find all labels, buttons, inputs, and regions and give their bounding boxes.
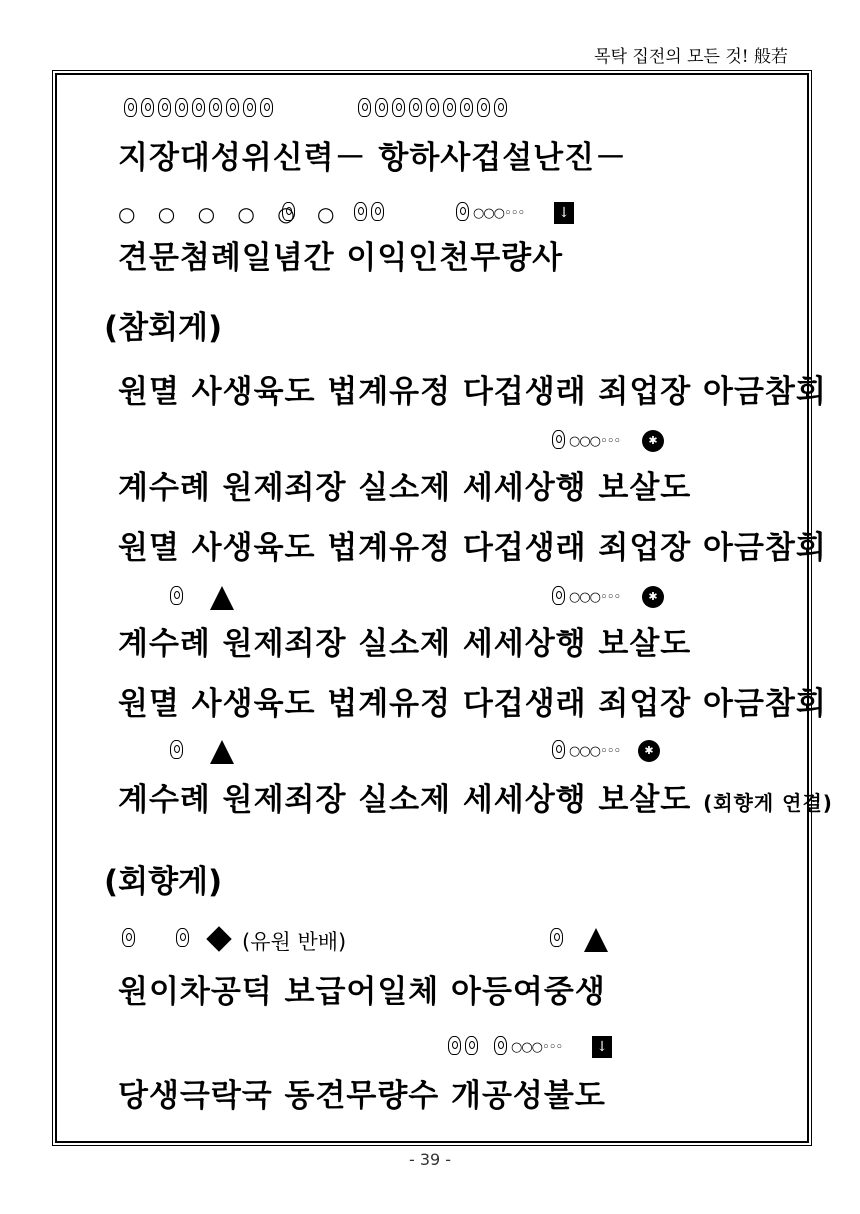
circle-marks: ○ ○ ○ ○ ○ ○ [118,202,343,226]
moktak-icon [122,928,135,947]
moktak-icon [552,586,565,605]
strike-marks-row-7 [118,1036,758,1062]
chant-line-8 [118,774,833,819]
moktak-icon-single [550,928,567,947]
page-number: - 39 - [408,1150,452,1169]
moktak-icon-single [176,928,193,947]
bow-icon: ↓ [554,202,574,224]
moktak-icon [552,740,565,759]
moktak-icon [552,430,565,449]
moktak-icon [226,98,239,117]
moktak-icon [176,928,189,947]
moktak-icon [448,1036,461,1055]
moktak-icon [456,202,469,221]
moktak-icon [460,98,473,117]
moktak-icon [371,202,384,221]
moktak-icon [409,98,422,117]
prostration-icon: ✱ [638,740,660,762]
standing-bow-icon [584,928,608,952]
moktak-icon [209,98,222,117]
chant-line-5: 원멸 사생육도 법계유정 다겁생래 죄업장 아금참회 [118,530,827,566]
chant-line-8-text: 계수례 원제죄장 실소제 세세상행 보살도 [118,782,692,818]
moktak-strikes-group-1 [124,98,277,117]
moktak-icon [465,1036,478,1055]
standing-bow-icon [210,586,234,610]
moktak-icon-single [170,740,187,759]
chant-line-7: 원멸 사생육도 법계유정 다겁생래 죄업장 아금참회 [118,686,827,722]
moktak-icon [477,98,490,117]
half-bow-icon [206,928,232,948]
strike-marks-row-6 [118,928,758,954]
rolling-strike-icon: ○○○◦◦◦ [456,202,524,221]
moktak-icon [260,98,273,117]
moktak-icon [192,98,205,117]
moktak-icon [124,98,137,117]
moktak-icon [358,98,371,117]
moktak-icon [282,202,295,221]
moktak-icon [158,98,171,117]
chant-line-3: 원멸 사생육도 법계유정 다겁생래 죄업장 아금참회 [118,374,827,410]
strike-marks-row-1 [118,98,758,124]
strike-marks-row-5 [118,740,758,766]
moktak-icon [175,98,188,117]
moktak-icon [426,98,439,117]
strike-marks-row-2 [118,202,758,228]
section-title-hoehyang: (회향게) [104,864,223,900]
moktak-icon [243,98,256,117]
moktak-icon [550,928,563,947]
prostration-icon: ✱ [642,586,664,608]
chant-line-1: 지장대성위신력－ 항하사겁설난진－ [118,140,628,176]
standing-bow-icon [210,740,234,764]
chant-line-6: 계수례 원제죄장 실소제 세세상행 보살도 [118,626,692,662]
rolling-strike-icon: ○○○◦◦◦ [494,1036,562,1055]
moktak-icon [494,1036,507,1055]
strike-marks-row-3 [118,430,758,456]
moktak-icon [494,98,507,117]
chant-line-10: 당생극락국 동견무량수 개공성불도 [118,1078,606,1114]
prostration-icon: ✱ [642,430,664,452]
chant-line-9: 원이차공덕 보급어일체 아등여중생 [118,974,606,1010]
moktak-icon [375,98,388,117]
moktak-icon [354,202,367,221]
rolling-strike-icon: ○○○◦◦◦ [552,740,620,759]
rolling-strike-icon: ○○○◦◦◦ [552,586,620,605]
chant-line-2: 견문첨례일념간 이익인천무량사 [118,240,564,276]
moktak-icon [170,740,183,759]
link-note: (회향게 연결) [703,791,833,815]
moktak-strikes-group-2 [358,98,511,117]
yuwon-note: (유원 반배) [242,930,347,954]
rolling-strike-icon: ○○○◦◦◦ [552,430,620,449]
double-moktak-icon [354,202,388,221]
chant-line-4: 계수례 원제죄장 실소제 세세상행 보살도 [118,470,692,506]
page-header: 목탁 집전의 모든 것! 般若 [594,47,788,67]
moktak-icon-single [282,202,299,221]
section-title-chamhoe: (참회게) [104,310,223,346]
moktak-icon [170,586,183,605]
strike-marks-row-4 [118,586,758,612]
moktak-icon-single [122,928,139,947]
bow-icon: ↓ [592,1036,612,1058]
double-moktak-icon [448,1036,482,1055]
moktak-icon-single [170,586,187,605]
moktak-icon [141,98,154,117]
moktak-icon [443,98,456,117]
moktak-icon [392,98,405,117]
